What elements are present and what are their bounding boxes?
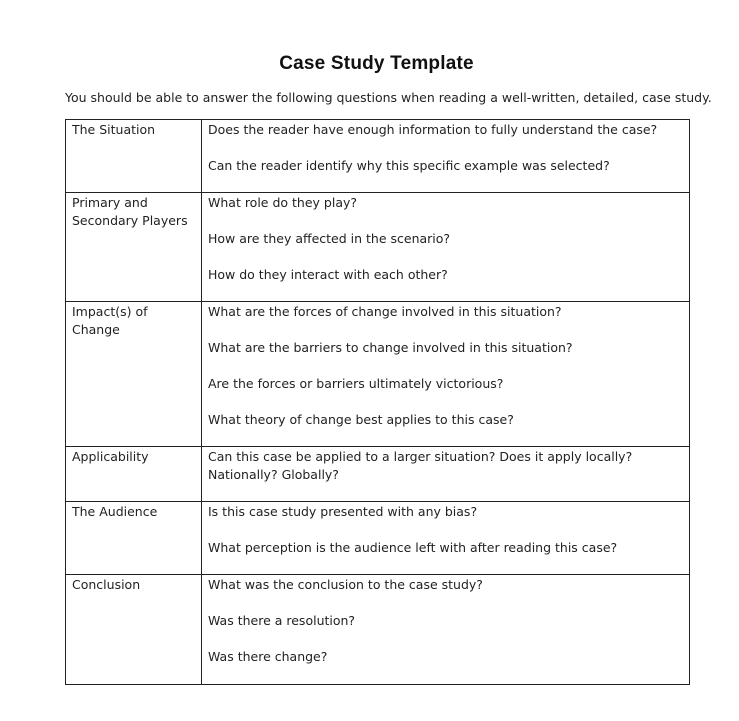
row-label: The Situation <box>72 122 156 137</box>
page-title: Case Study Template <box>279 53 474 74</box>
question-text: How are they affected in the scenario? <box>208 231 451 246</box>
row-label-cell <box>66 575 202 685</box>
question-text: What are the barriers to change involved in this situation? <box>208 340 573 355</box>
case-study-table <box>65 119 690 685</box>
row-questions-cell <box>202 447 690 502</box>
question-text: What theory of change best applies to this case? <box>208 412 514 427</box>
row-questions-cell <box>202 502 690 575</box>
row-label: The Audience <box>72 504 158 519</box>
row-label: Conclusion <box>72 577 141 592</box>
row-label-cell <box>66 120 202 193</box>
table-row <box>66 447 690 502</box>
table-row <box>66 120 690 193</box>
table-row <box>66 302 690 447</box>
table-row <box>66 193 690 302</box>
question-text: Does the reader have enough information to fully understand the case? <box>208 122 658 137</box>
question-text: What are the forces of change involved in this situation? <box>208 304 562 319</box>
table-row <box>66 575 690 685</box>
row-questions-cell <box>202 120 690 193</box>
question-text: What role do they play? <box>208 195 358 210</box>
intro-text: You should be able to answer the following questions when reading a well-written, detailed, case study. <box>65 90 712 105</box>
question-text: What perception is the audience left with after reading this case? <box>208 540 618 555</box>
row-label: Primary and Secondary Players <box>72 195 188 228</box>
table-row <box>66 502 690 575</box>
row-label: Applicability <box>72 449 149 464</box>
row-questions-cell <box>202 575 690 685</box>
question-text: Was there a resolution? <box>208 613 356 628</box>
row-label-cell <box>66 302 202 447</box>
row-label-cell <box>66 193 202 302</box>
question-text: Was there change? <box>208 649 328 664</box>
row-label: Impact(s) of Change <box>72 304 148 337</box>
row-questions-cell <box>202 193 690 302</box>
question-text: How do they interact with each other? <box>208 267 448 282</box>
question-text: Can this case be applied to a larger situation? Does it apply locally? Nationally? Globally? <box>208 449 633 482</box>
row-label-cell <box>66 447 202 502</box>
question-text: Is this case study presented with any bias? <box>208 504 478 519</box>
question-text: Can the reader identify why this specific example was selected? <box>208 158 610 173</box>
question-text: What was the conclusion to the case study? <box>208 577 483 592</box>
row-questions-cell <box>202 302 690 447</box>
row-label-cell <box>66 502 202 575</box>
question-text: Are the forces or barriers ultimately victorious? <box>208 376 504 391</box>
